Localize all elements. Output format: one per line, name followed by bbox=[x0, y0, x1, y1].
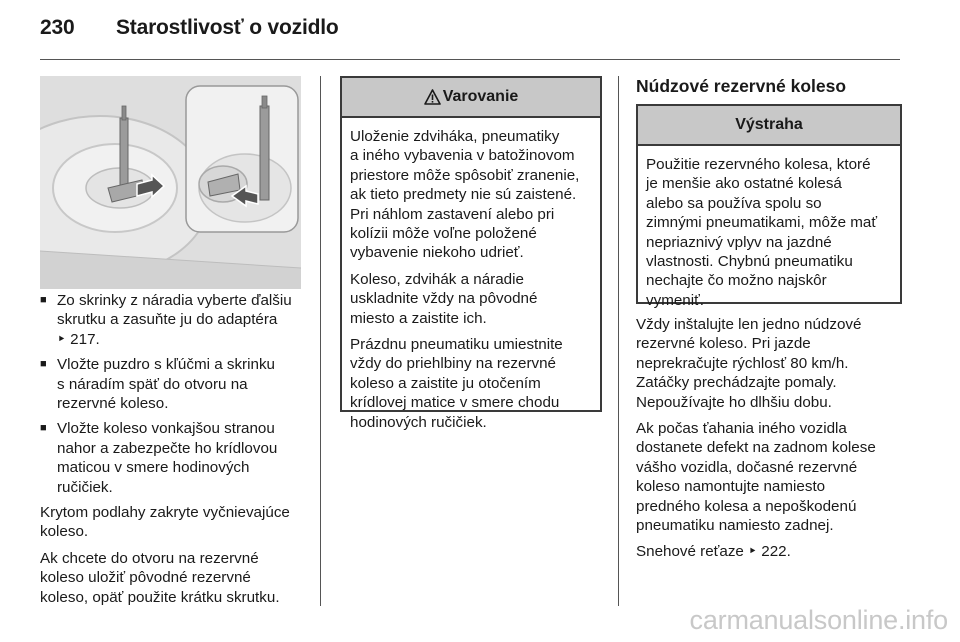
caution-title: Výstraha bbox=[735, 116, 803, 133]
page-number: 230 bbox=[40, 16, 75, 39]
list-item: ■ Vložte puzdro s kľúčmi a skrinku s náradím späť do otvoru na rezervné koleso. bbox=[40, 355, 308, 413]
paragraph: Vždy inštalujte len jedno núdzové rezervné koleso. Pri jazde neprekračujte rýchlosť 80 km/h. Zatáčky prechádzajte pomaly. Nepoužívajte ho dlhšiu dobu. bbox=[636, 316, 862, 411]
paragraph: Ak počas ťahania iného vozidla dostanete defekt na zadnom kolese vášho vozidla, dočasné rezervné koleso namontujte namiesto predného kolesa a nepoškodenú pneumatiku namiesto zadnej. bbox=[636, 420, 876, 535]
left-column-text bbox=[40, 291, 308, 614]
caution-body bbox=[638, 146, 900, 318]
paragraph: Prázdnu pneumatiku umiestnite vždy do priehlbiny na rezervné koleso a zaistite ju otočením krídlovej matice v smere chodu hodinových ručičiek. bbox=[350, 336, 563, 431]
paragraph: Použitie rezervného kolesa, ktoré je menšie ako ostatné kolesá alebo sa používa spolu so zimnými pneumatikami, môže mať nepriaznivý vplyv na jazdné vlastnosti. Chybnú pneumatiku nechajte čo možno najskôr vymeniť. bbox=[646, 156, 878, 309]
warning-triangle-icon bbox=[424, 89, 441, 105]
caution-box bbox=[636, 104, 902, 309]
list-item: ■ Zo skrinky z náradia vyberte ďalšiu skrutku a zasuňte ju do adaptéra ‣ 217. bbox=[40, 291, 308, 349]
instruction-list bbox=[40, 291, 308, 497]
spare-wheel-illustration bbox=[40, 76, 301, 289]
reference-link[interactable]: Snehové reťaze ‣ 222. bbox=[636, 543, 791, 561]
page-header bbox=[40, 16, 339, 40]
reference-link[interactable]: ‣ 217. bbox=[57, 330, 100, 348]
section-title: Núdzové rezervné koleso bbox=[636, 76, 847, 96]
paragraph: Koleso, zdvihák a náradie uskladnite vždy na pôvodné miesto a zaistite ich. bbox=[350, 270, 538, 327]
paragraph bbox=[636, 542, 904, 561]
header-rule bbox=[40, 59, 900, 60]
watermark: carmanualsonline.info bbox=[689, 605, 948, 635]
paragraph: Ak chcete do otvoru na rezervné koleso uložiť pôvodné rezervné koleso, opäť použite krátku skrutku. bbox=[40, 549, 280, 606]
warning-header bbox=[342, 78, 600, 118]
caution-header bbox=[638, 106, 900, 146]
warning-box bbox=[340, 76, 602, 431]
warning-body bbox=[342, 118, 600, 440]
spare-wheel-diagram bbox=[40, 76, 301, 289]
list-item: ■ Vložte koleso vonkajšou stranou nahor a zabezpečte ho krídlovou maticou v smere hodinových ručičiek. bbox=[40, 419, 308, 497]
right-column-text bbox=[636, 315, 904, 569]
paragraph: Uloženie zdviháka, pneumatiky a iného vybavenia v batožinovom priestore môže spôsobiť zranenie, ak tieto predmety nie sú zaistené. Pri náhlom zastavení alebo pri kolízii môže voľne položené vybavenie niekoho udrieť. bbox=[350, 128, 580, 262]
warning-title: Varovanie bbox=[442, 88, 519, 105]
page-title: Starostlivosť o vozidlo bbox=[116, 16, 339, 39]
paragraph: Krytom podlahy zakryte vyčnievajúce koleso. bbox=[40, 504, 290, 541]
column-divider-right bbox=[618, 76, 619, 606]
column-divider-left bbox=[320, 76, 321, 606]
